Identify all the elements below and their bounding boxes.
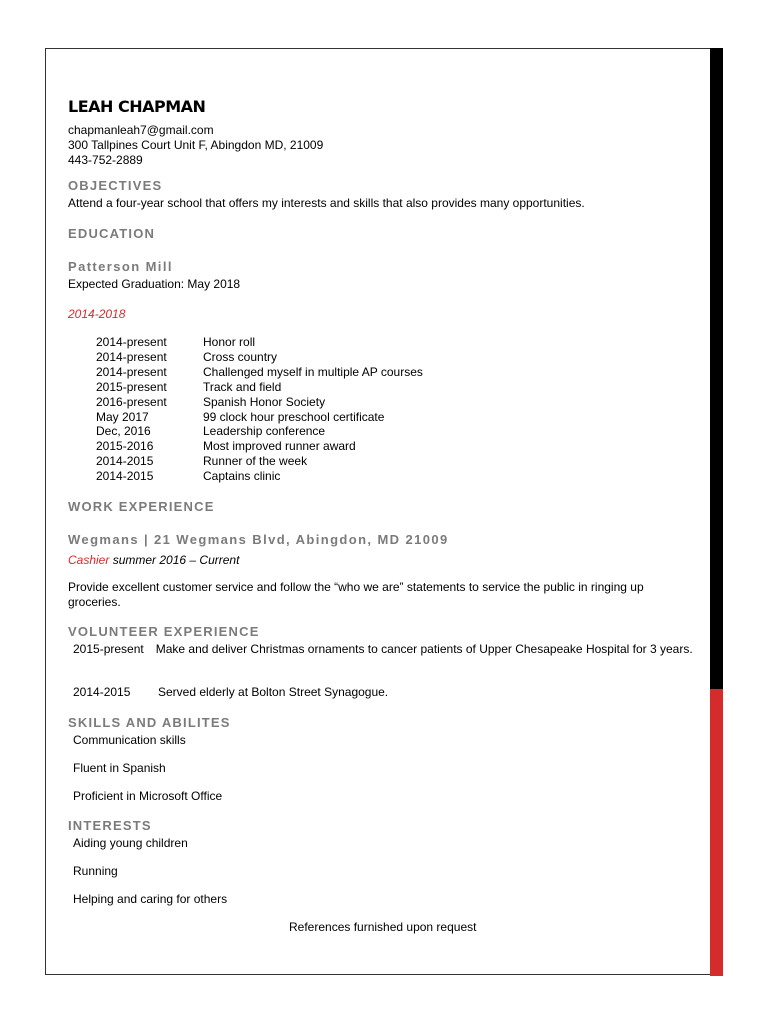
activity-item: 99 clock hour preschool certificate [203, 409, 385, 424]
contact-phone: 443-752-2889 [68, 153, 143, 167]
activity-date: 2014-present [96, 364, 167, 379]
activity-item: Most improved runner award [203, 439, 356, 454]
interests-heading: INTERESTS [68, 818, 152, 833]
interest-item: Aiding young children [73, 836, 188, 850]
activity-date: Dec, 2016 [96, 424, 151, 439]
list-item [96, 335, 423, 350]
activity-item: Captains clinic [203, 469, 281, 484]
activity-date: 2014-present [96, 335, 167, 349]
activities-list [96, 335, 423, 484]
activity-item: Cross country [203, 349, 278, 364]
work-employer: Wegmans | 21 Wegmans Blvd, Abingdon, MD 21009 [68, 532, 449, 547]
activity-item: Honor roll [203, 335, 256, 349]
activity-date: 2014-present [96, 349, 167, 364]
work-description: Provide excellent customer service and follow the “who we are” statements to service the public in ringing up groceries. [68, 580, 644, 609]
activity-date: 2015-2016 [96, 439, 154, 454]
list-item [96, 424, 423, 439]
activity-item: Leadership conference [203, 424, 326, 439]
activity-date: 2014-2015 [96, 469, 154, 484]
school-name: Patterson Mill [68, 259, 173, 274]
list-item [96, 395, 423, 410]
sidebar-red-bar [710, 689, 723, 976]
activity-item: Challenged myself in multiple AP courses [203, 364, 423, 379]
resume-name: LEAH CHAPMAN [68, 97, 206, 116]
list-item [96, 469, 423, 484]
graduation-date: Expected Graduation: May 2018 [68, 277, 241, 291]
skill-item: Fluent in Spanish [73, 761, 166, 775]
volunteer-heading: VOLUNTEER EXPERIENCE [68, 624, 260, 639]
work-heading: WORK EXPERIENCE [68, 499, 215, 514]
activity-date: 2015-present [96, 379, 167, 394]
education-years: 2014-2018 [68, 307, 126, 321]
list-item [96, 410, 423, 425]
interest-item: Helping and caring for others [73, 892, 228, 906]
work-period: summer 2016 – Current [109, 553, 240, 567]
volunteer-date: 2015-present [73, 642, 144, 656]
list-item [96, 380, 423, 395]
objectives-heading: OBJECTIVES [68, 178, 163, 193]
list-item [96, 454, 423, 469]
activity-date: 2014-2015 [96, 454, 154, 469]
sidebar-black-bar [710, 48, 723, 689]
volunteer-text: Make and deliver Christmas ornaments to cancer patients of Upper Chesapeake Hospital for 3 years. [155, 642, 693, 656]
skills-heading: SKILLS AND ABILITES [68, 715, 231, 730]
references-note: References furnished upon request [289, 920, 477, 934]
activity-item: Spanish Honor Society [203, 394, 326, 409]
work-role-line [68, 551, 239, 569]
contact-address: 300 Tallpines Court Unit F, Abingdon MD, 21009 [68, 138, 324, 152]
education-heading: EDUCATION [68, 226, 156, 241]
volunteer-entry-2-date: 2014-2015 [73, 685, 131, 699]
list-item [96, 439, 423, 454]
interest-item: Running [73, 864, 118, 878]
skill-item: Proficient in Microsoft Office [73, 789, 223, 803]
activity-date: 2016-present [96, 394, 167, 409]
activity-item: Runner of the week [203, 454, 308, 469]
contact-email: chapmanleah7@gmail.com [68, 123, 214, 137]
list-item [96, 365, 423, 380]
list-item [96, 350, 423, 365]
volunteer-entry-2-text: Served elderly at Bolton Street Synagogue. [158, 685, 389, 699]
activity-date: May 2017 [96, 409, 149, 424]
objectives-text: Attend a four-year school that offers my interests and skills that also provides many opportunities. [68, 196, 585, 210]
skill-item: Communication skills [73, 733, 186, 747]
work-role: Cashier [68, 553, 110, 567]
activity-item: Track and field [203, 379, 282, 394]
volunteer-entry-1 [68, 642, 698, 657]
